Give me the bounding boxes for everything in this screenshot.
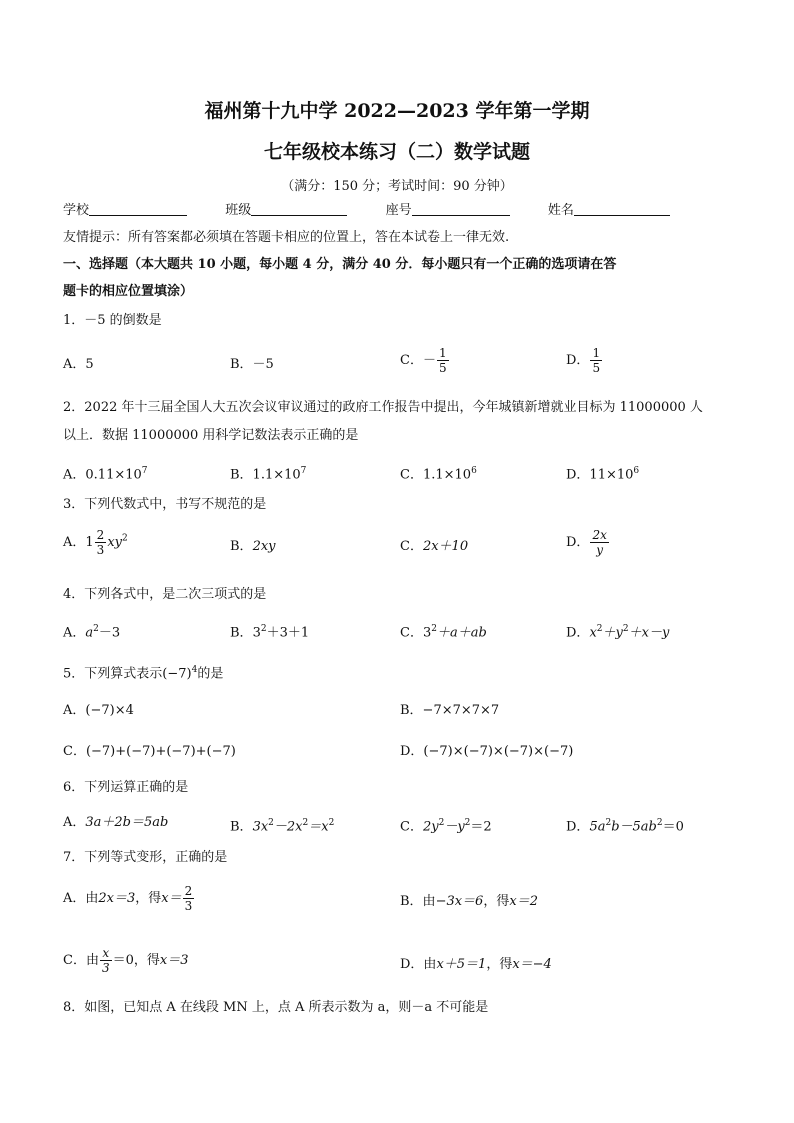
exam-subtitle-title: 七年级校本练习（二）数学试题 (263, 141, 530, 163)
q2-option-b: B．$1.1\times 10^7$ (230, 466, 307, 483)
exam-title: 福州第十九中学 2022—2023 学年第一学期 (204, 100, 590, 122)
q1-option-b: B．－5 (230, 357, 274, 372)
q1-stem: 1．－5 的倒数是 (63, 313, 162, 328)
field-name-label: 姓名 (547, 203, 574, 218)
q7-a-fraction: $\frac{2}{3}$ (184, 884, 193, 913)
q4-option-a: A．$a^2-3$ (63, 624, 121, 641)
field-seat-blank[interactable] (412, 202, 510, 216)
q6-option-a: A．3a＋2b＝5ab (63, 815, 169, 830)
q2-stem-line2: 以上．数据 11000000 用科学记数法表示正确的是 (63, 428, 359, 443)
friendly-tip: 友情提示：所有答案都必须填在答题卡相应的位置上，答在本试卷上一律无效. (63, 230, 510, 245)
q5-option-d: D．(−7)×(−7)×(−7)×(−7) (400, 744, 574, 759)
q7-option-b: B．由−3x＝6，得x＝2 (400, 894, 538, 909)
q6-option-b: B．$3x^2-2x^2=x^2$ (230, 818, 335, 835)
q8-stem: 8．如图，已知点 A 在线段 MN 上，点 A 所表示数为 a，则－a 不可能是 (63, 1000, 489, 1015)
q6-option-c: C．$2y^2-y^2=2$ (400, 818, 492, 835)
field-class-label: 班级 (225, 203, 252, 218)
section-heading-line1: 一、选择题（本大题共 10 小题，每小题 4 分，满分 40 分．每小题只有一个正确的选项请在答 (63, 257, 617, 272)
q7-stem: 7．下列等式变形，正确的是 (63, 850, 228, 865)
q3-option-c: C．2x＋10 (400, 539, 469, 554)
q6-stem: 6．下列运算正确的是 (63, 780, 189, 795)
q7-option-a: A．由2x＝3，得x＝ $\frac{2}{3}$ (63, 884, 193, 913)
q1-c-fraction: $\frac{1}{5}$ (438, 346, 447, 375)
field-name-blank[interactable] (574, 202, 670, 216)
q7-c-fraction: $\frac{x}{3}$ (101, 946, 110, 975)
q7-option-d: D．由x＋5＝1，得x＝−4 (400, 957, 552, 972)
q5-option-c: C．(−7)+(−7)+(−7)+(−7) (63, 744, 236, 759)
q1-option-d: D． $\frac{1}{5}$ (566, 346, 601, 375)
q3-option-b: B．2xy (230, 539, 276, 554)
q1-d-fraction: $\frac{1}{5}$ (592, 346, 601, 375)
q4-option-d: D．$x^2+y^2+x-y$ (566, 624, 670, 641)
info-fields (63, 202, 670, 220)
q5-stem: 5．下列算式表示$(-7)^4$的是 (63, 665, 224, 682)
field-school-blank[interactable] (89, 202, 187, 216)
q3-d-fraction: $\frac{2x}{y}$ (592, 528, 607, 557)
q2-stem-line1: 2．2022 年十三届全国人大五次会议审议通过的政府工作报告中提出，今年城镇新增就业目标为 11000000 人 (63, 400, 703, 415)
q7-option-c: C．由 $\frac{x}{3}$ ＝0，得x＝3 (63, 946, 189, 975)
field-school-label: 学校 (63, 203, 90, 218)
q4-option-b: B．$3^2+3+1$ (230, 624, 310, 641)
exam-score-time: （满分：150 分；考试时间：90 分钟） (281, 179, 513, 194)
q5-option-a: A．(−7)×4 (63, 703, 134, 718)
q6-option-d: D．$5a^2b-5ab^2=0$ (566, 818, 684, 835)
q2-option-d: D．$11\times 10^6$ (566, 466, 640, 483)
q1-option-c: C．－ $\frac{1}{5}$ (400, 346, 447, 375)
q3-option-d: D． $\frac{2x}{y}$ (566, 528, 607, 557)
q3-option-a: A．1 $\frac{2}{3}$ $xy^2$ (63, 528, 128, 557)
q3-a-fraction: $\frac{2}{3}$ (96, 528, 105, 557)
q2-option-c: C．$1.1\times 10^6$ (400, 466, 477, 483)
q3-stem: 3．下列代数式中，书写不规范的是 (63, 497, 267, 512)
field-seat-label: 座号 (385, 203, 412, 218)
q4-option-c: C．$3^2+a+ab$ (400, 624, 487, 641)
field-class-blank[interactable] (251, 202, 347, 216)
q2-option-a: A．$0.11\times 10^7$ (63, 466, 148, 483)
q4-stem: 4．下列各式中，是二次三项式的是 (63, 587, 267, 602)
q5-option-b: B．−7×7×7×7 (400, 703, 500, 718)
section-heading-line2: 题卡的相应位置填涂） (63, 284, 194, 299)
q1-option-a: A．5 (63, 357, 94, 372)
